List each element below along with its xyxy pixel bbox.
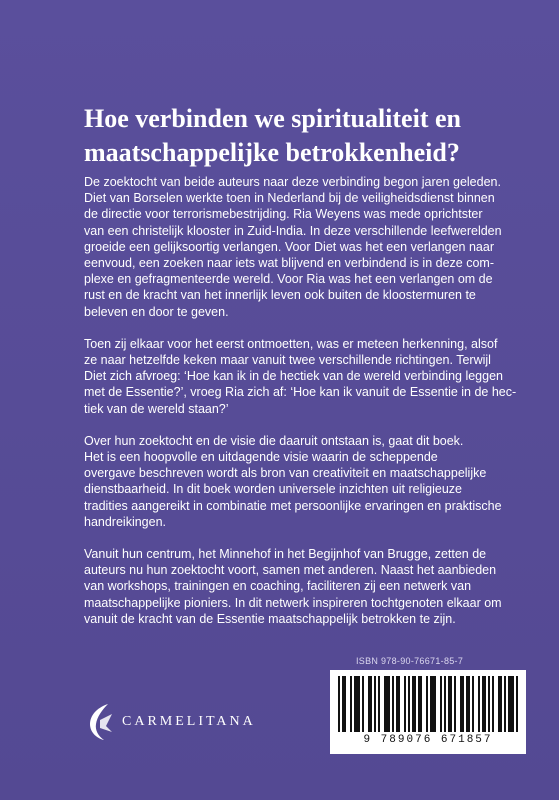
barcode-bar	[466, 676, 468, 732]
blurb-paragraph-3	[84, 433, 524, 530]
barcode-bar	[404, 676, 406, 732]
barcode-bar	[454, 676, 456, 732]
blurb-text	[84, 174, 524, 643]
text-line: tradities aangereikt in combinatie met persoonlijke ervaringen en praktische	[84, 498, 502, 513]
barcode-bar	[370, 676, 372, 732]
barcode-bar	[426, 676, 428, 732]
text-line: Het is een hoopvolle en uitdagende visie waarin de scheppende	[84, 450, 438, 465]
barcode-bar	[378, 676, 380, 732]
barcode-bar	[420, 676, 422, 732]
barcode-bar	[434, 676, 436, 732]
text-line: Vanuit hun centrum, het Minnehof in het Begijnhof van Brugge, zetten de	[84, 547, 487, 562]
barcode-bar	[412, 676, 414, 732]
barcode-bar	[500, 676, 502, 732]
barcode-bar	[488, 676, 490, 732]
barcode-bar	[408, 676, 410, 732]
barcode-bar	[448, 676, 450, 732]
text-line: rust en de kracht van het innerlijk leven ook buiten de kloostermuren te	[84, 288, 476, 303]
text-line: eenvoud, een zoeken naar iets wat blijvend en verbindend is in deze com-	[84, 256, 494, 271]
blurb-paragraph-1	[84, 174, 524, 320]
barcode-bar	[414, 676, 416, 732]
barcode-bar	[508, 676, 510, 732]
barcode-bar	[504, 676, 506, 732]
text-line: van een christelijk klooster in Zuid-India. In deze verschillende leefwerelden	[84, 223, 502, 238]
barcode-bar	[398, 676, 400, 732]
barcode-digits: 9 789076 671857	[363, 734, 493, 746]
barcode-bar	[388, 676, 390, 732]
barcode-bar	[418, 676, 420, 732]
barcode-bar	[460, 676, 462, 732]
publisher-logo	[86, 702, 256, 742]
text-line: vanuit de kracht van de Essentie maatschappelijk betrokken te zijn.	[84, 611, 456, 626]
text-line: Diet van Borselen werkte toen in Nederland bij de veiligheidsdienst binnen	[84, 191, 495, 206]
blurb-paragraph-4	[84, 546, 524, 627]
barcode-bar	[472, 676, 474, 732]
barcode-bar	[440, 676, 442, 732]
barcode-bar	[516, 676, 518, 732]
blurb-paragraph-2	[84, 336, 524, 417]
barcode-bar	[512, 676, 514, 732]
text-line: overgave beschreven wordt als bron van creativiteit en maatschappelijke	[84, 466, 487, 481]
title-line: Hoe verbinden we spiritualiteit en	[84, 104, 461, 133]
cover-title	[84, 102, 524, 170]
barcode-bar	[492, 676, 494, 732]
text-line: groeide een gelijksoortig verlangen. Voor Diet was het een verlangen naar	[84, 239, 494, 254]
barcode-bar	[374, 676, 376, 732]
barcode-bar	[368, 676, 370, 732]
barcode-bar	[484, 676, 486, 732]
barcode-bar	[362, 676, 364, 732]
barcode-bar	[468, 676, 470, 732]
barcode-bars	[338, 676, 518, 734]
text-line: handreikingen.	[84, 514, 167, 529]
barcode-bar	[358, 676, 360, 732]
carmelitana-logo-icon	[86, 702, 114, 742]
barcode-bar	[384, 676, 386, 732]
text-line: Toen zij elkaar voor het eerst ontmoetten, was er meteen herkenning, alsof	[84, 336, 498, 351]
barcode-bar	[392, 676, 394, 732]
text-line: Over hun zoektocht en de visie die daaruit ontstaan is, gaat dit boek.	[84, 433, 464, 448]
barcode-bar	[478, 676, 480, 732]
barcode-bar	[482, 676, 484, 732]
barcode-bar	[498, 676, 500, 732]
text-line: van workshops, trainingen en coaching, faciliteren zij een netwerk van	[84, 579, 472, 594]
barcode-bar	[344, 676, 346, 732]
text-line: auteurs nu hun zoektocht voort, samen met anderen. Naast het aanbieden	[84, 563, 497, 578]
text-line: plexe en gefragmenteerde wereld. Voor Ria was het een verlangen om de	[84, 272, 493, 287]
text-line: tiek van de wereld staan?’	[84, 401, 229, 416]
title-line: maatschappelijke betrokkenheid?	[84, 138, 460, 167]
text-line: met de Essentie?’, vroeg Ria zich af: ‘Hoe kan ik vanuit de Essentie in de hec-	[84, 385, 517, 400]
text-line: dienstbaarheid. In dit boek worden universele inzichten uit religieuze	[84, 482, 463, 497]
text-line: maatschappelijke pioniers. In dit netwerk inspireren tochtgenoten elkaar om	[84, 595, 502, 610]
barcode-bar	[510, 676, 512, 732]
barcode-bar	[342, 676, 344, 732]
text-line: De zoektocht van beide auteurs naar deze verbinding begon jaren geleden.	[84, 175, 501, 189]
text-line: beleven en door te geven.	[84, 304, 229, 319]
barcode-bar	[432, 676, 434, 732]
barcode-bar	[444, 676, 446, 732]
text-line: ze naar hetzelfde keken maar vanuit twee verschillende richtingen. Terwijl	[84, 353, 491, 368]
barcode-bar	[338, 676, 340, 732]
barcode	[330, 670, 526, 754]
barcode-bar	[450, 676, 452, 732]
barcode-bar	[430, 676, 432, 732]
barcode-bar	[462, 676, 464, 732]
barcode-bar	[354, 676, 356, 732]
barcode-bar	[356, 676, 358, 732]
barcode-bar	[350, 676, 352, 732]
text-line: Diet zich afvroeg: ‘Hoe kan ik in de hectiek van de wereld verbinding leggen	[84, 369, 503, 384]
barcode-bar	[396, 676, 398, 732]
isbn-label: ISBN 978-90-76671-85-7	[356, 656, 464, 666]
barcode-bar	[386, 676, 388, 732]
publisher-name: CARMELITANA	[122, 714, 256, 729]
text-line: de directie voor terrorismebestrijding. Ria Weyens was mede oprichtster	[84, 207, 483, 222]
